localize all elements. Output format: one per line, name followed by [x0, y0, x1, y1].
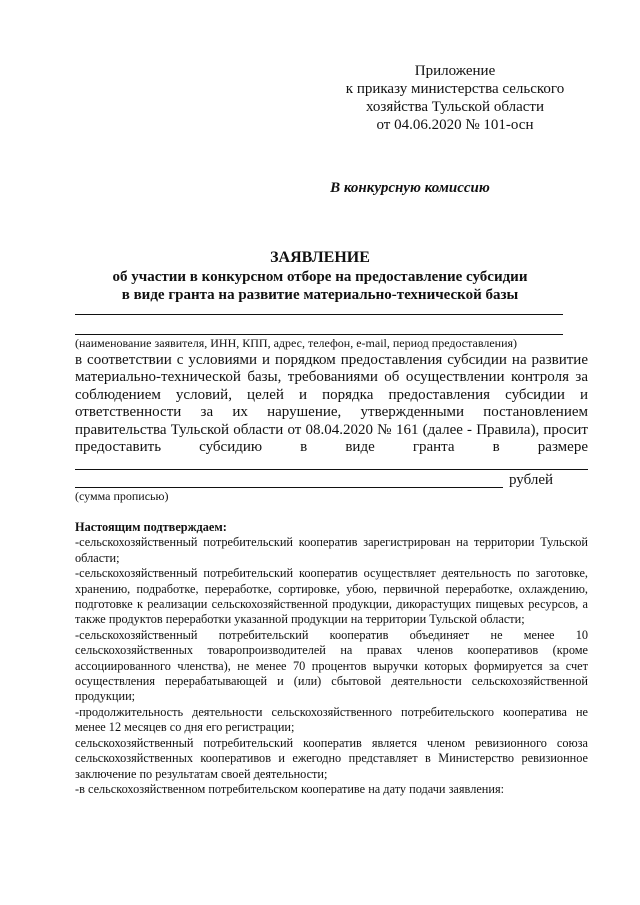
- title-main: ЗАЯВЛЕНИЕ: [270, 249, 370, 266]
- document-title: [70, 249, 570, 304]
- body-line: соблюдением условий, целей и порядка предоставления субсидии и: [75, 386, 588, 403]
- appendix-line-2: к приказу министерства сельского: [345, 81, 565, 97]
- confirmation-item: -сельскохозяйственный потребительский кооператив объединяет не менее 10 сельскохозяйственных товаропроизводителей на правах членов кооперативов (кроме ассоциированного членства), не менее 70 процентов выручки которых формируется за счет осуществления перерабатывающей и (или) сбытовой деятельности сельскохозяйственной продукции;: [75, 627, 588, 704]
- applicant-field-line-1[interactable]: [75, 314, 563, 315]
- title-sub-1: об участии в конкурсном отборе на предоставление субсидии: [112, 269, 528, 285]
- body-line: материально-технической базы, требованиями об осуществлении контроля за: [75, 369, 588, 386]
- body-line: в соответствии с условиями и порядком предоставления субсидии на развитие: [75, 352, 588, 368]
- body-line: правительства Тульской области от 08.04.2020 № 161 (далее - Правила), просит: [75, 421, 588, 438]
- confirmation-item: -сельскохозяйственный потребительский кооператив осуществляет деятельность по заготовке, хранению, подработке, переработке, сортировке, убою, первичной переработке, охлаждению, подготовке к реализации сельскохозяйственной продукции, дикорастущих пищевых ресурсов, а также продуктов переработки указанной продукции на территории Тульской области;: [75, 566, 588, 627]
- confirmation-item: -продолжительность деятельности сельскохозяйственного потребительского кооператива не менее 12 месяцев со дня его регистрации;: [75, 704, 588, 735]
- applicant-field-line-2[interactable]: [75, 334, 563, 335]
- appendix-header: [330, 62, 580, 134]
- appendix-line-4: от 04.06.2020 № 101-осн: [376, 117, 534, 133]
- addressee: В конкурсную комиссию: [330, 180, 490, 196]
- confirmation-item: сельскохозяйственный потребительский кооператив является членом ревизионного союза сельскохозяйственных кооперативов и ежегодно представляет в Министерство ревизионное заключение по результатам своей деятельности;: [75, 735, 588, 781]
- appendix-line-3: хозяйства Тульской области: [366, 99, 544, 115]
- request-paragraph: [75, 352, 588, 456]
- sum-hint: (сумма прописью): [75, 489, 169, 503]
- confirmation-item: -в сельскохозяйственном потребительском кооперативе на дату подачи заявления:: [75, 781, 505, 796]
- confirmation-heading: Настоящим подтверждаем:: [75, 520, 227, 534]
- confirmation-item: -сельскохозяйственный потребительский кооператив зарегистрирован на территории Тульской области;: [75, 535, 588, 565]
- body-line: ответственности за их нарушение, утвержденными постановлением: [75, 404, 588, 421]
- body-line: предоставить субсидию в виде гранта в размере: [75, 439, 588, 456]
- applicant-hint: (наименование заявителя, ИНН, КПП, адрес, телефон, e-mail, период предоставления): [75, 336, 518, 350]
- amount-field-line-2[interactable]: [75, 487, 503, 488]
- rubles-label: рублей: [509, 472, 554, 488]
- title-sub-2: в виде гранта на развитие материально-технической базы: [121, 287, 519, 303]
- amount-field-line-1[interactable]: [75, 469, 588, 470]
- appendix-line-1: Приложение: [414, 63, 496, 79]
- confirmation-section: [75, 520, 588, 797]
